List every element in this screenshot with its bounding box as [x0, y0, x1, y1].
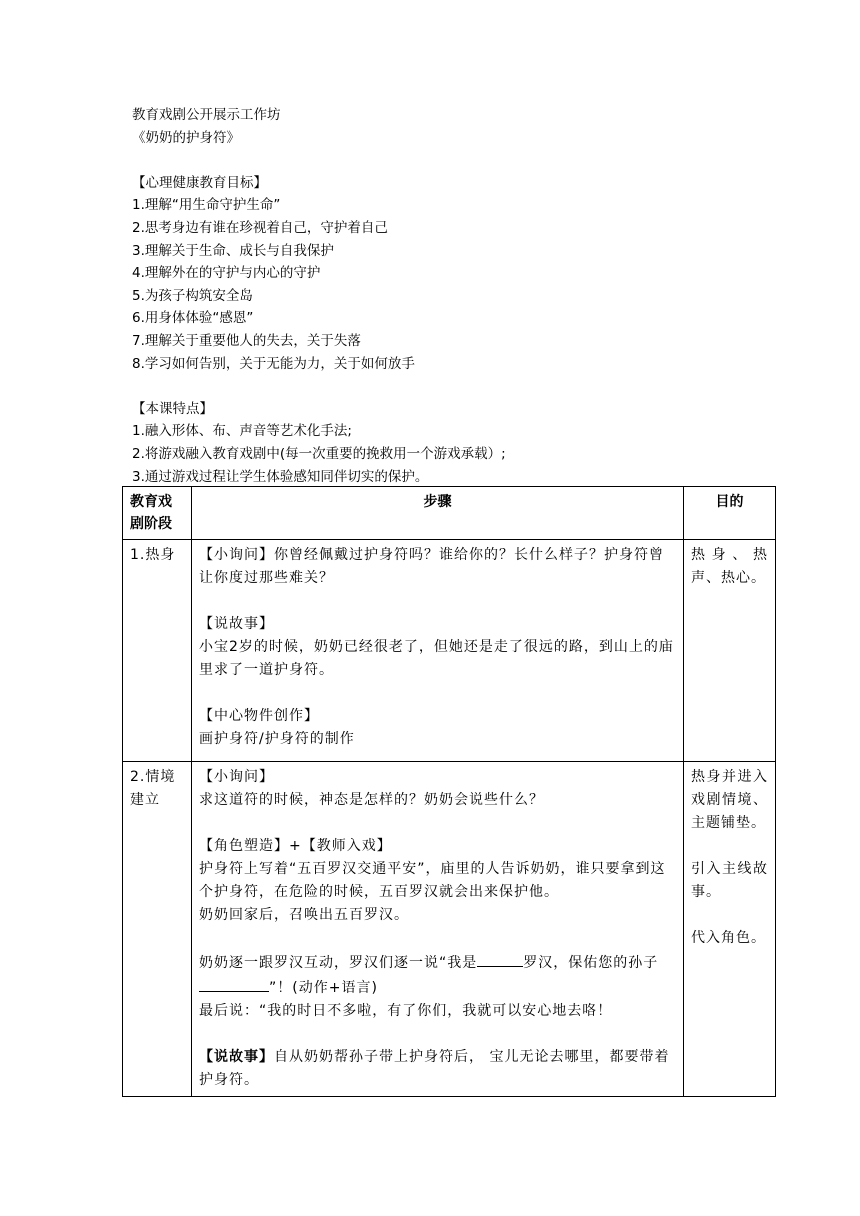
- purpose-cell: [684, 762, 776, 1097]
- goals-heading: 【心理健康教育目标】: [132, 174, 267, 191]
- step-paragraph: 【说故事】: [199, 616, 274, 632]
- spacer: [132, 375, 772, 398]
- step-paragraph: 求这道符的时候，神态是怎样的？奶奶会说些什么？: [199, 792, 544, 808]
- purpose-paragraph: 引入主线故事。: [691, 861, 768, 900]
- fill-in-blank: [477, 950, 523, 967]
- fill-in-blank: [199, 975, 269, 992]
- stage-cell: 1.热身: [123, 540, 192, 762]
- goal-item: 7.理解关于重要他人的失去，关于失落: [132, 332, 361, 349]
- step-paragraph-with-blanks: [199, 950, 676, 1000]
- step-paragraph: 护身符上写着“五百罗汉交通平安”，庙里的人告诉奶奶，谁只要拿到这个护身符，在危险的时候，五百罗汉就会出来保护他。: [199, 861, 666, 900]
- document-intro: [132, 104, 772, 488]
- goal-item: 8.学习如何告别，关于无能为力，关于如何放手: [132, 355, 415, 372]
- dialogue-text: 罗汉，保佑您的孙子: [523, 955, 659, 971]
- features-heading: 【本课特点】: [132, 400, 213, 417]
- step-paragraph: 【角色塑造】+【教师入戏】: [199, 838, 392, 854]
- steps-cell: [192, 762, 684, 1097]
- feature-item: 3.通过游戏过程让学生体验感知同伴切实的保护。: [132, 468, 429, 485]
- step-paragraph: [199, 1046, 676, 1092]
- step-paragraph: 【中心物件创作】: [199, 708, 319, 724]
- step-paragraph: 奶奶回家后，召唤出五百罗汉。: [199, 907, 409, 923]
- stage-cell: 2.情境建立: [123, 762, 192, 1097]
- header-stage: 教育戏剧阶段: [123, 487, 192, 540]
- spacer: [199, 812, 676, 835]
- purpose-paragraph: 热身、热声、热心。: [691, 547, 768, 586]
- goal-item: 6.用身体体验“感恩”: [132, 310, 254, 327]
- spacer: [199, 927, 676, 950]
- lesson-plan-table: [122, 486, 776, 1097]
- spacer: [199, 590, 676, 613]
- purpose-paragraph: 热身并进入戏剧情境、主题铺垫。: [691, 769, 768, 831]
- spacer: [691, 835, 768, 858]
- step-paragraph: 【小询问】: [199, 769, 274, 785]
- header-steps: 步骤: [192, 487, 684, 540]
- spacer: [199, 1023, 676, 1046]
- goal-item: 4.理解外在的守护与内心的守护: [132, 265, 321, 282]
- feature-item: 1.融入形体、布、声音等艺术化手法;: [132, 423, 352, 440]
- feature-item: 2.将游戏融入教育戏剧中(每一次重要的挽救用一个游戏承载）;: [132, 445, 506, 462]
- spacer: [199, 682, 676, 705]
- dialogue-text: 奶奶逐一跟罗汉互动，罗汉们逐一说“我是: [199, 955, 478, 971]
- goal-item: 5.为孩子构筑安全岛: [132, 287, 253, 304]
- section-tag: 【说故事】: [199, 1049, 274, 1065]
- goal-item: 2.思考身边有谁在珍视着自己，守护着自己: [132, 219, 388, 236]
- goal-item: 3.理解关于生命、成长与自我保护: [132, 242, 334, 259]
- goal-item: 1.理解“用生命守护生命”: [132, 197, 281, 214]
- table-row: [123, 762, 776, 1097]
- purpose-cell: [684, 540, 776, 762]
- step-paragraph: 最后说：“我的时日不多啦，有了你们，我就可以安心地去咯！: [199, 1003, 613, 1019]
- table-row: [123, 540, 776, 762]
- spacer: [691, 904, 768, 927]
- step-paragraph: 画护身符/护身符的制作: [199, 731, 355, 747]
- dialogue-text: ”！(动作+语言): [269, 980, 378, 996]
- document-title: 教育戏剧公开展示工作坊: [132, 107, 281, 123]
- table-header-row: [123, 487, 776, 540]
- spacer: [132, 149, 772, 172]
- steps-cell: [192, 540, 684, 762]
- document-subtitle: 《奶奶的护身符》: [132, 129, 240, 146]
- step-text: 自从奶奶帮孙子带上护身符后， 宝儿无论去哪里，都要带着护身符。: [199, 1049, 670, 1088]
- purpose-paragraph: 代入角色。: [691, 930, 766, 946]
- step-paragraph: 小宝2岁的时候，奶奶已经很老了，但她还是走了很远的路，到山上的庙里求了一道护身符。: [199, 639, 674, 678]
- header-purpose: 目的: [684, 487, 776, 540]
- step-paragraph: 【小询问】你曾经佩戴过护身符吗？谁给你的？长什么样子？护身符曾让你度过那些难关？: [199, 547, 664, 586]
